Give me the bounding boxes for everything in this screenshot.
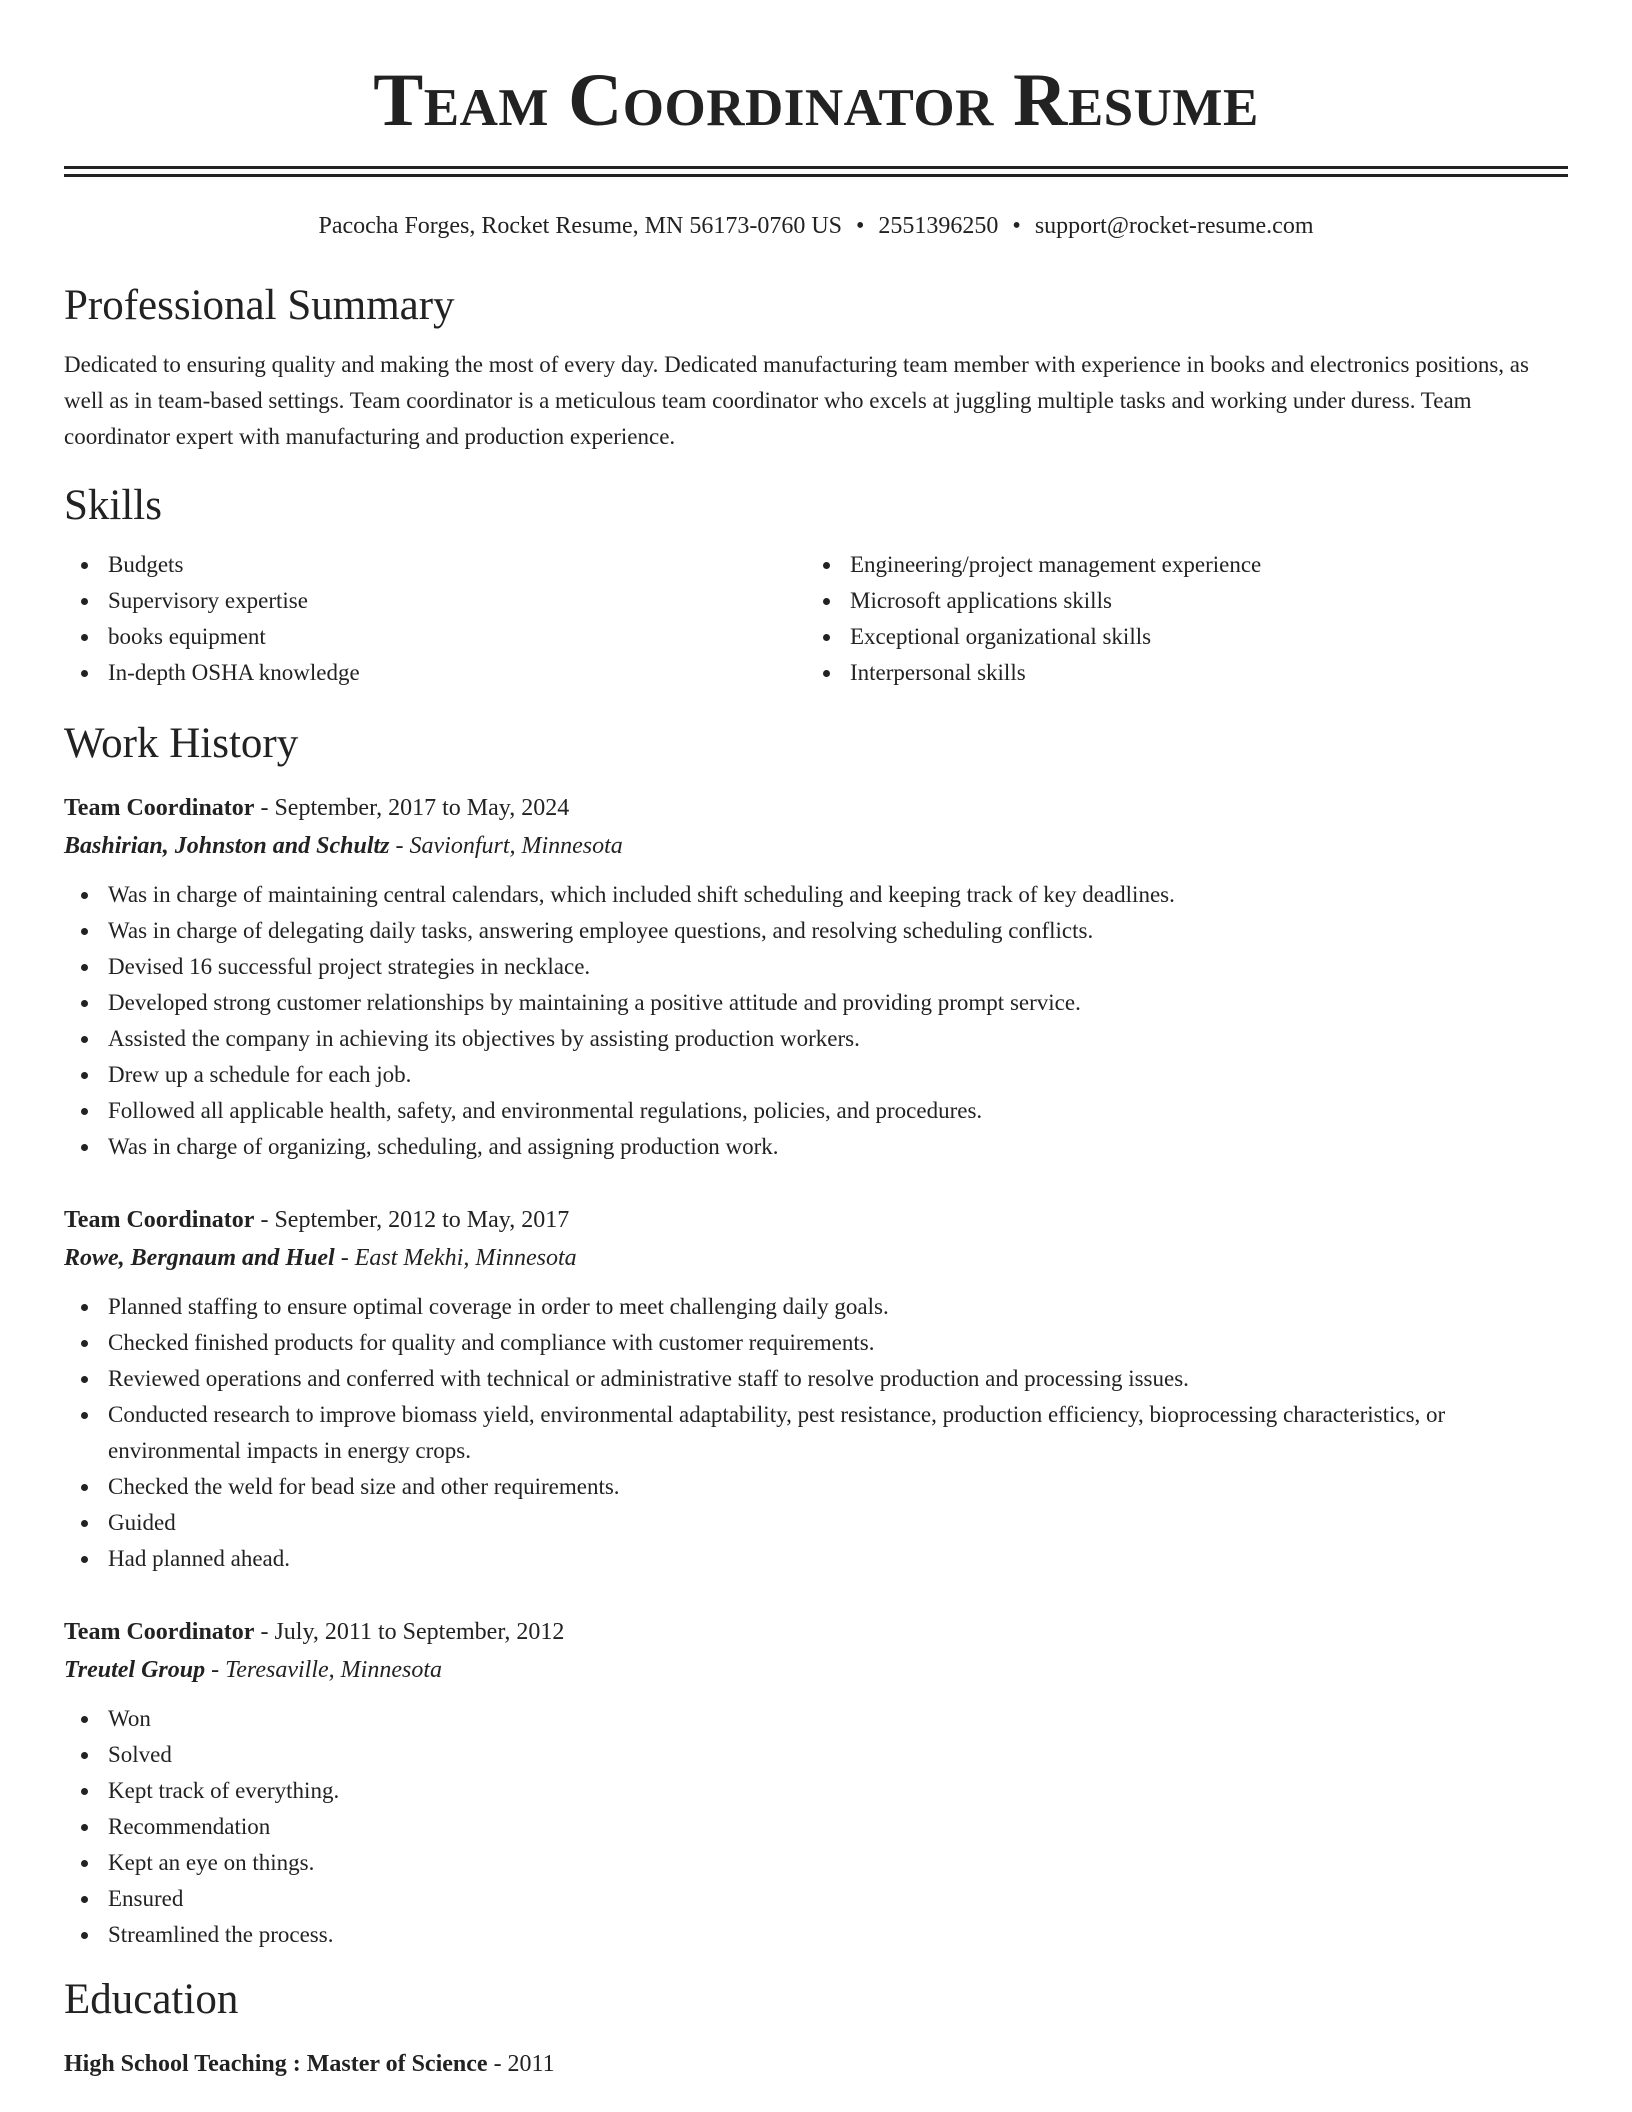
job-role: Team Coordinator [64,1619,255,1645]
job-duty: Kept an eye on things. [64,1845,1568,1881]
job-duty: Was in charge of maintaining central calendars, which included shift scheduling and keeping track of key deadlines. [64,877,1568,913]
job-duty: Developed strong customer relationships by maintaining a positive attitude and providing prompt service. [64,985,1568,1021]
title-divider [64,166,1568,177]
skill-item: In-depth OSHA knowledge [64,655,806,691]
job-duty: Planned staffing to ensure optimal coverage in order to meet challenging daily goals. [64,1289,1568,1325]
education-year: - 2011 [487,2051,555,2077]
job-duty: Followed all applicable health, safety, and environmental regulations, policies, and procedures. [64,1093,1568,1129]
job-duty: Solved [64,1737,1568,1773]
skills-grid [64,547,1568,691]
job-duty: Recommendation [64,1809,1568,1845]
job-company: Bashirian, Johnston and Schultz [64,833,390,859]
job-company-line [64,1239,1568,1277]
job-duty: Devised 16 successful project strategies in necklace. [64,949,1568,985]
job-title-line [64,789,1568,827]
job-duties [64,1701,1568,1953]
job-duty: Had planned ahead. [64,1541,1568,1577]
job-title-line [64,1201,1568,1239]
job-entry [64,1201,1568,1577]
skills-column-left [64,547,806,691]
summary-heading: Professional Summary [64,282,455,329]
skill-item: books equipment [64,619,806,655]
skill-item: Interpersonal skills [806,655,1548,691]
job-company: Treutel Group [64,1657,206,1683]
job-duty: Conducted research to improve biomass yield, environmental adaptability, pest resistance, production efficiency, bioprocessing characteristics, or environmental impacts in energy crops. [64,1397,1568,1469]
contact-phone: 2551396250 [878,213,999,239]
job-duty: Streamlined the process. [64,1917,1568,1953]
resume-page [64,0,1568,2083]
skill-item: Supervisory expertise [64,583,806,619]
job-duty: Reviewed operations and conferred with technical or administrative staff to resolve production and processing issues. [64,1361,1568,1397]
job-role: Team Coordinator [64,795,255,821]
job-company: Rowe, Bergnaum and Huel [64,1245,335,1271]
job-entry [64,1613,1568,1953]
skill-item: Engineering/project management experience [806,547,1548,583]
job-dates: - July, 2011 to September, 2012 [254,1619,565,1645]
job-duty: Won [64,1701,1568,1737]
job-duty: Was in charge of delegating daily tasks, answering employee questions, and resolving scheduling conflicts. [64,913,1568,949]
contact-separator: • [856,213,865,239]
skill-item: Budgets [64,547,806,583]
work-history-heading: Work History [64,720,299,767]
skills-column-right [806,547,1548,691]
job-duty: Was in charge of organizing, scheduling, and assigning production work. [64,1129,1568,1165]
job-entry [64,789,1568,1165]
job-duties [64,877,1568,1165]
contact-address: Pacocha Forges, Rocket Resume, MN 56173-0760 US [318,213,842,239]
job-duties [64,1289,1568,1577]
job-location: - East Mekhi, Minnesota [334,1245,577,1271]
job-dates: - September, 2017 to May, 2024 [254,795,570,821]
contact-email: support@rocket-resume.com [1034,213,1314,239]
job-role: Team Coordinator [64,1207,255,1233]
education-degree: High School Teaching : Master of Science [64,2051,488,2077]
skill-item: Exceptional organizational skills [806,619,1548,655]
contact-line [64,211,1568,241]
job-title-line [64,1613,1568,1651]
job-location: - Savionfurt, Minnesota [389,833,623,859]
job-dates: - September, 2012 to May, 2017 [254,1207,570,1233]
job-duty: Kept track of everything. [64,1773,1568,1809]
education-entry [64,2045,1568,2083]
job-duty: Checked finished products for quality and compliance with customer requirements. [64,1325,1568,1361]
job-duty: Ensured [64,1881,1568,1917]
contact-separator: • [1012,213,1021,239]
job-company-line [64,1651,1568,1689]
job-duty: Drew up a schedule for each job. [64,1057,1568,1093]
job-duty: Checked the weld for bead size and other requirements. [64,1469,1568,1505]
job-duty: Assisted the company in achieving its objectives by assisting production workers. [64,1021,1568,1057]
education-heading: Education [64,1976,239,2023]
summary-text: Dedicated to ensuring quality and making the most of every day. Dedicated manufacturing team member with experience in books and electronics positions, as well as in team-based settings. Team coordinator is a meticulous team coordinator who excels at juggling multiple tasks and working under duress. Team coordinator expert with manufacturing and production experience. [64,352,1529,449]
job-duty: Guided [64,1505,1568,1541]
skills-heading: Skills [64,482,162,529]
job-location: - Teresaville, Minnesota [205,1657,442,1683]
skill-item: Microsoft applications skills [806,583,1548,619]
resume-title: Team Coordinator Resume [373,59,1259,142]
job-company-line [64,827,1568,865]
